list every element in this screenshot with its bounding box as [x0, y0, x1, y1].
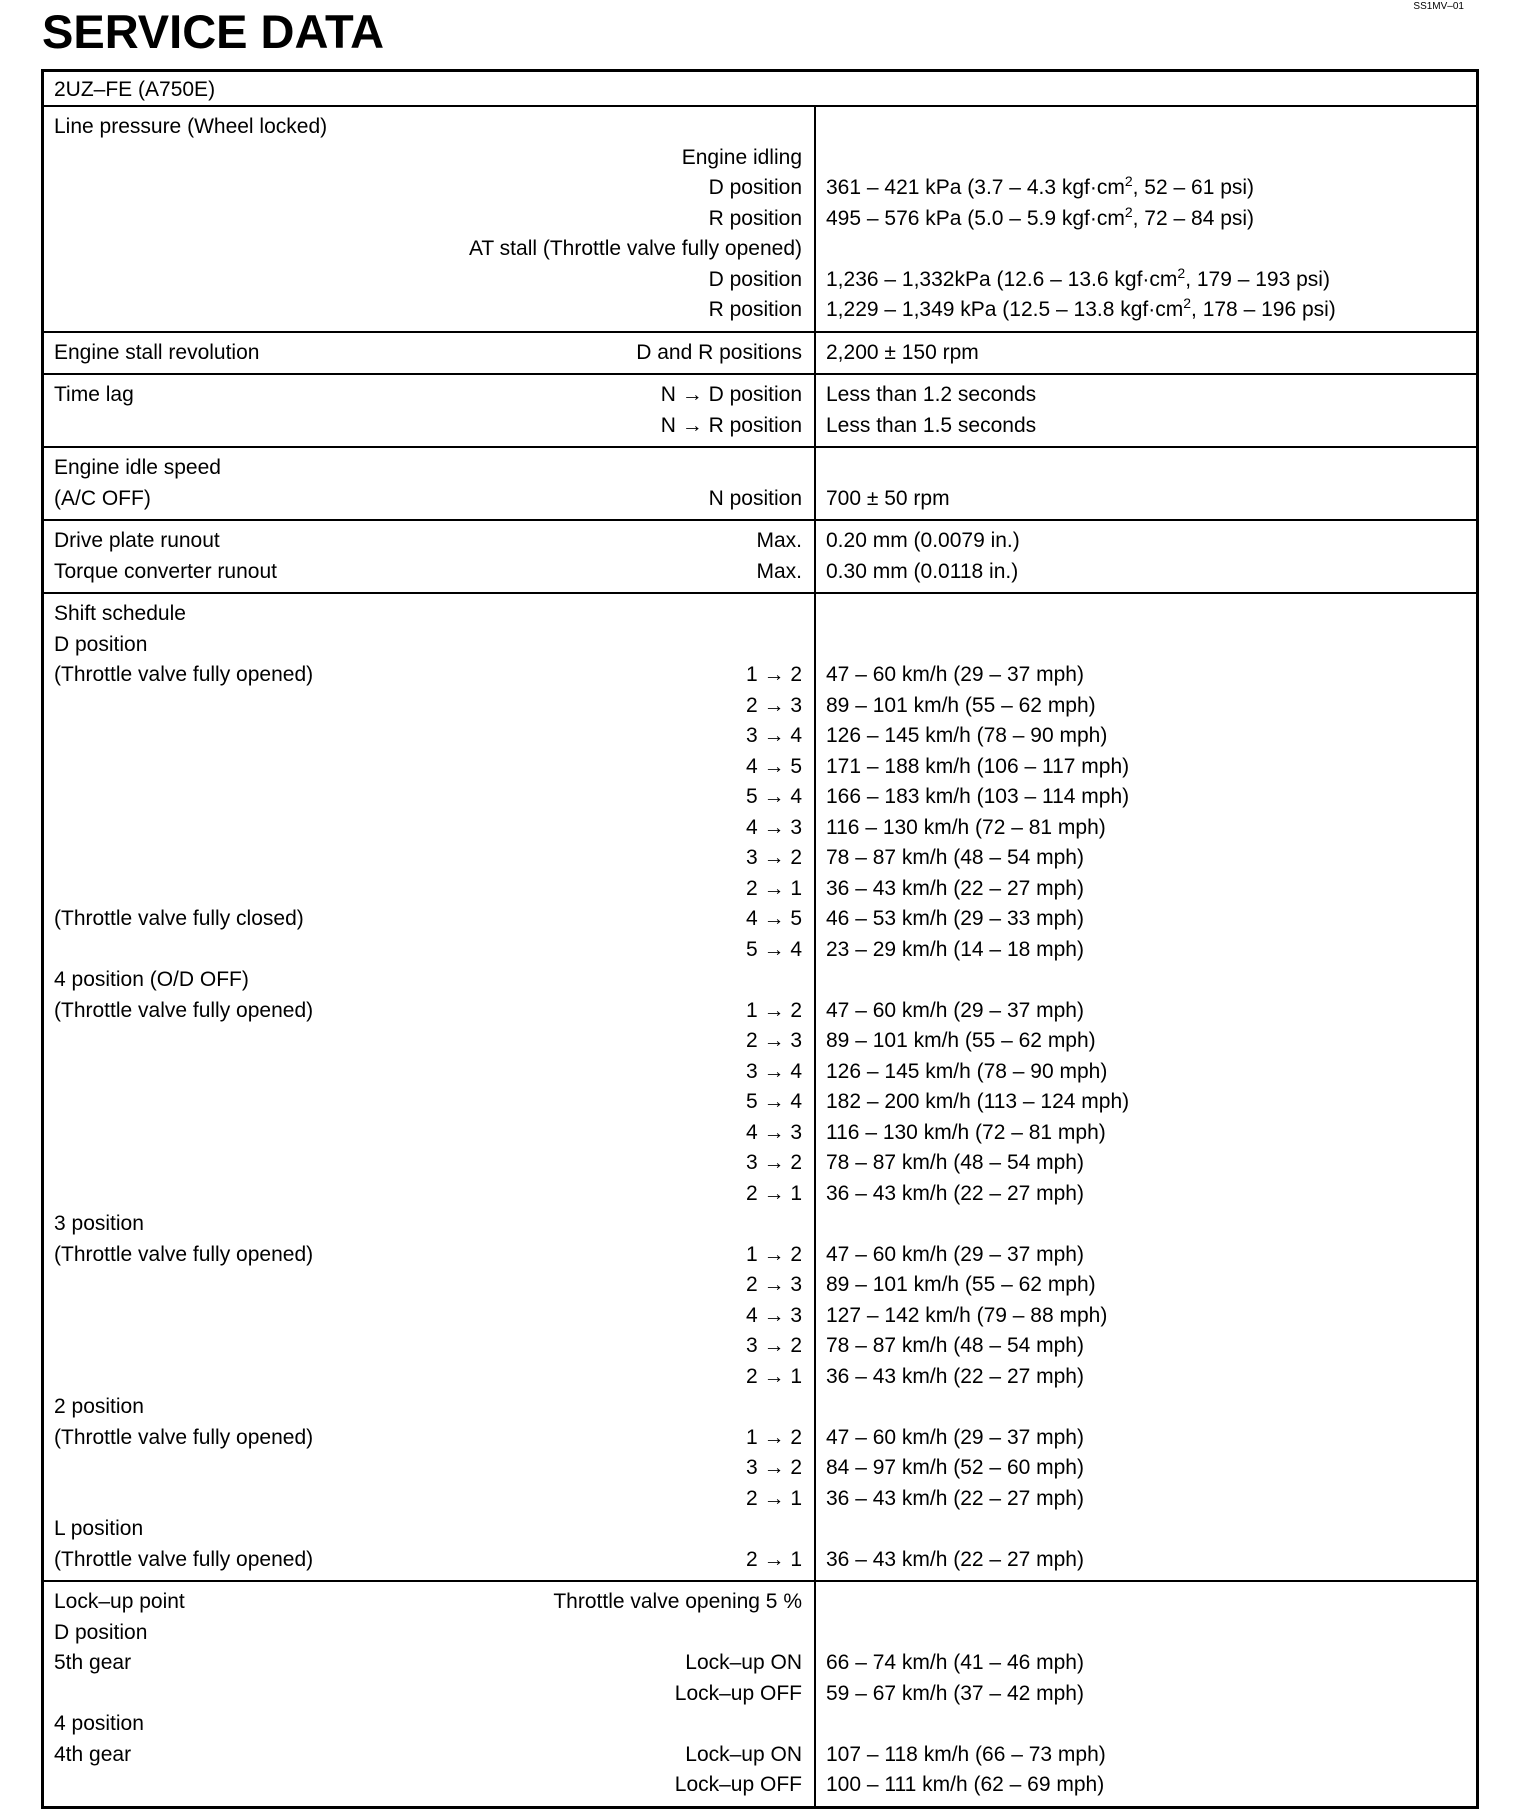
spec-value — [826, 1618, 1466, 1649]
spec-condition: 3 → 4 — [745, 1059, 802, 1083]
spec-label-line — [54, 453, 802, 484]
unit-exponent: 2 — [1124, 203, 1133, 220]
spec-condition: 3 → 2 — [745, 846, 802, 869]
spec-value-text: Less than 1.2 seconds — [826, 383, 1037, 406]
spec-label-line — [54, 204, 802, 235]
spec-section — [44, 375, 1476, 448]
spec-label-line — [54, 630, 802, 661]
spec-label-line — [54, 1118, 802, 1149]
spec-value-text: 78 – 87 km/h (48 – 54 mph) — [826, 1334, 1084, 1357]
spec-section — [44, 333, 1476, 376]
spec-label-line — [54, 1331, 802, 1362]
spec-value — [826, 630, 1466, 661]
spec-label-column — [44, 375, 816, 446]
spec-value — [826, 599, 1466, 630]
spec-condition: Lock–up OFF — [674, 1681, 802, 1705]
spec-value-suffix: , 72 – 84 psi) — [1132, 206, 1255, 230]
spec-item-label: D position — [54, 1620, 148, 1644]
spec-item-label: (Throttle valve fully opened) — [54, 1547, 314, 1571]
spec-value-text: 107 – 118 km/h (66 – 73 mph) — [826, 1742, 1106, 1766]
spec-value-text: 0.30 mm (0.0118 in.) — [826, 559, 1019, 583]
spec-value — [826, 660, 1466, 691]
spec-label-line — [54, 1618, 802, 1649]
spec-condition: R position — [708, 206, 802, 230]
spec-value — [826, 1514, 1466, 1545]
spec-condition: N → R position — [660, 413, 802, 437]
spec-value — [826, 380, 1466, 411]
spec-condition: 4 → 5 — [745, 907, 802, 930]
spec-value — [826, 1484, 1466, 1515]
spec-label-line — [54, 173, 802, 204]
spec-label-line — [54, 1301, 802, 1332]
spec-condition: 3 → 2 — [745, 1151, 802, 1174]
spec-label-line — [54, 1423, 802, 1454]
unit-exponent: 2 — [1183, 295, 1192, 311]
spec-label-line — [54, 752, 802, 783]
spec-condition: Max. — [756, 559, 802, 583]
spec-item-label: (Throttle valve fully opened) — [54, 1425, 314, 1449]
spec-value — [826, 752, 1466, 783]
spec-value-text: 166 – 183 km/h (103 – 114 mph) — [826, 785, 1130, 808]
spec-value-suffix: , 178 – 196 psi) — [1191, 298, 1336, 321]
spec-section — [44, 521, 1476, 594]
spec-item-label: Drive plate runout — [54, 529, 220, 552]
spec-label-line — [54, 1362, 802, 1393]
spec-label-line — [54, 411, 802, 442]
spec-value-text: 66 – 74 km/h (41 – 46 mph) — [826, 1651, 1084, 1674]
spec-condition: 3 → 2 — [745, 1334, 802, 1357]
spec-label-line — [54, 526, 802, 557]
spec-condition: N → D position — [660, 383, 802, 406]
spec-value — [826, 295, 1466, 326]
spec-value-column — [816, 594, 1476, 1580]
spec-label-line — [54, 234, 802, 265]
spec-value-text: 171 – 188 km/h (106 – 117 mph) — [826, 754, 1130, 778]
spec-value-column — [816, 1582, 1476, 1806]
spec-value-text: 100 – 111 km/h (62 – 69 mph) — [826, 1773, 1105, 1796]
spec-label-line — [54, 1740, 802, 1771]
spec-condition: Throttle valve opening 5 % — [553, 1590, 802, 1613]
spec-item-label: 4th gear — [54, 1742, 132, 1766]
spec-item-label: L position — [54, 1517, 144, 1540]
spec-label-line — [54, 1240, 802, 1271]
spec-label-line — [54, 265, 802, 296]
spec-label-column — [44, 333, 816, 374]
spec-condition: D position — [708, 176, 802, 199]
spec-value-text: 127 – 142 km/h (79 – 88 mph) — [826, 1303, 1108, 1327]
spec-label-line — [54, 721, 802, 752]
spec-value — [826, 965, 1466, 996]
spec-condition: 5 → 4 — [745, 937, 802, 961]
spec-value — [826, 1392, 1466, 1423]
spec-value-column — [816, 448, 1476, 519]
spec-value-text: 126 – 145 km/h (78 – 90 mph) — [826, 1059, 1108, 1083]
spec-value — [826, 1648, 1466, 1679]
spec-condition: 4 → 3 — [745, 1120, 802, 1144]
spec-value — [826, 904, 1466, 935]
spec-item-label: Shift schedule — [54, 602, 186, 625]
spec-value — [826, 996, 1466, 1027]
spec-label-line — [54, 380, 802, 411]
spec-condition: 1 → 2 — [745, 1425, 802, 1449]
spec-value — [826, 453, 1466, 484]
spec-condition: R position — [708, 298, 802, 321]
spec-value — [826, 234, 1466, 265]
spec-section — [44, 448, 1476, 521]
spec-item-label: D position — [54, 632, 148, 656]
spec-label-line — [54, 112, 802, 143]
spec-condition: N position — [708, 486, 802, 510]
spec-label-line — [54, 338, 802, 369]
spec-value — [826, 143, 1466, 174]
spec-value — [826, 1679, 1466, 1710]
page-title: SERVICE DATA — [42, 5, 385, 58]
spec-item-label: Torque converter runout — [54, 559, 277, 583]
spec-item-label: (Throttle valve fully closed) — [54, 907, 304, 930]
spec-item-label: Lock–up point — [54, 1590, 185, 1613]
spec-value — [826, 204, 1466, 235]
spec-label-line — [54, 295, 802, 326]
spec-condition: 2 → 3 — [745, 693, 802, 717]
spec-value — [826, 338, 1466, 369]
spec-condition: 4 → 3 — [745, 1303, 802, 1327]
spec-label-line — [54, 1057, 802, 1088]
spec-condition: Lock–up OFF — [674, 1773, 802, 1796]
spec-value-text: 47 – 60 km/h (29 – 37 mph) — [826, 1242, 1084, 1266]
spec-value — [826, 1301, 1466, 1332]
spec-value-text: Less than 1.5 seconds — [826, 413, 1037, 437]
spec-value — [826, 1240, 1466, 1271]
spec-value — [826, 1453, 1466, 1484]
spec-value-text: 361 – 421 kPa (3.7 – 4.3 kgf·cm — [826, 176, 1125, 199]
spec-value-text: 47 – 60 km/h (29 – 37 mph) — [826, 663, 1084, 686]
spec-label-line — [54, 1709, 802, 1740]
spec-condition: 2 → 1 — [745, 1181, 802, 1205]
spec-value-column — [816, 333, 1476, 374]
spec-condition: 4 → 3 — [745, 815, 802, 839]
spec-label-line — [54, 996, 802, 1027]
spec-label-line — [54, 965, 802, 996]
spec-value-text: 116 – 130 km/h (72 – 81 mph) — [826, 1120, 1106, 1144]
spec-value — [826, 874, 1466, 905]
spec-label-line — [54, 1545, 802, 1576]
unit-exponent: 2 — [1124, 173, 1133, 189]
spec-value-text: 126 – 145 km/h (78 – 90 mph) — [826, 724, 1108, 747]
table-header: 2UZ–FE (A750E) — [44, 72, 1476, 107]
spec-condition: 5 → 4 — [745, 1090, 802, 1113]
spec-item-label: 4 position — [54, 1712, 144, 1735]
spec-condition: AT stall (Throttle valve fully opened) — [468, 237, 802, 260]
spec-value — [826, 935, 1466, 966]
spec-value — [826, 1331, 1466, 1362]
spec-value-text: 700 ± 50 rpm — [826, 486, 950, 510]
spec-value — [826, 1587, 1466, 1618]
spec-label-column — [44, 594, 816, 1580]
spec-item-label: Time lag — [54, 383, 134, 406]
spec-value-text: 36 – 43 km/h (22 – 27 mph) — [826, 1486, 1084, 1510]
spec-value-text: 59 – 67 km/h (37 – 42 mph) — [826, 1681, 1084, 1705]
spec-label-column — [44, 107, 816, 331]
spec-value — [826, 484, 1466, 515]
spec-condition: 2 → 3 — [745, 1273, 802, 1296]
spec-value-suffix: , 52 – 61 psi) — [1132, 176, 1255, 199]
spec-value-text: 0.20 mm (0.0079 in.) — [826, 529, 1020, 552]
spec-condition: 4 → 5 — [745, 754, 802, 778]
spec-section — [44, 107, 1476, 333]
spec-value-text: 36 – 43 km/h (22 – 27 mph) — [826, 1181, 1084, 1205]
spec-value — [826, 691, 1466, 722]
spec-label-line — [54, 1514, 802, 1545]
spec-value-text: 46 – 53 km/h (29 – 33 mph) — [826, 907, 1084, 930]
spec-label-line — [54, 1453, 802, 1484]
spec-condition: D and R positions — [636, 340, 802, 364]
document-code: SS1MV–01 — [1413, 1, 1464, 12]
spec-value — [826, 526, 1466, 557]
spec-item-label: (A/C OFF) — [54, 486, 151, 510]
spec-item-label: 3 position — [54, 1212, 144, 1235]
spec-value-text: 78 – 87 km/h (48 – 54 mph) — [826, 846, 1084, 869]
spec-value-text: 116 – 130 km/h (72 – 81 mph) — [826, 815, 1106, 839]
spec-condition: 2 → 1 — [745, 1486, 802, 1510]
spec-label-line — [54, 691, 802, 722]
spec-value — [826, 173, 1466, 204]
spec-label-line — [54, 1770, 802, 1801]
spec-value — [826, 557, 1466, 588]
spec-value — [826, 1770, 1466, 1801]
spec-value-column — [816, 521, 1476, 592]
spec-value — [826, 1148, 1466, 1179]
spec-condition: Max. — [756, 529, 802, 552]
spec-value — [826, 1709, 1466, 1740]
spec-label-line — [54, 843, 802, 874]
spec-label-line — [54, 660, 802, 691]
spec-label-column — [44, 1582, 816, 1806]
spec-value — [826, 813, 1466, 844]
spec-value-text: 23 – 29 km/h (14 – 18 mph) — [826, 937, 1084, 961]
spec-value — [826, 1087, 1466, 1118]
spec-value-text: 1,236 – 1,332kPa (12.6 – 13.6 kgf·cm — [826, 267, 1178, 291]
spec-value-column — [816, 107, 1476, 331]
spec-condition: Engine idling — [681, 145, 802, 169]
spec-label-line — [54, 1026, 802, 1057]
spec-label-line — [54, 782, 802, 813]
spec-section — [44, 594, 1476, 1582]
spec-value — [826, 265, 1466, 296]
spec-item-label: (Throttle valve fully opened) — [54, 663, 314, 686]
spec-label-column — [44, 521, 816, 592]
spec-label-line — [54, 1179, 802, 1210]
unit-exponent: 2 — [1177, 264, 1186, 281]
spec-value — [826, 1209, 1466, 1240]
spec-condition: Lock–up ON — [685, 1742, 802, 1766]
spec-condition: 2 → 1 — [745, 876, 802, 900]
spec-value-text: 36 – 43 km/h (22 – 27 mph) — [826, 1364, 1084, 1388]
spec-value-text: 84 – 97 km/h (52 – 60 mph) — [826, 1456, 1084, 1479]
spec-value-text: 495 – 576 kPa (5.0 – 5.9 kgf·cm — [826, 206, 1125, 230]
spec-value — [826, 721, 1466, 752]
spec-value-suffix: , 179 – 193 psi) — [1185, 267, 1330, 291]
spec-value — [826, 1270, 1466, 1301]
spec-item-label: 5th gear — [54, 1651, 132, 1674]
spec-label-line — [54, 1270, 802, 1301]
spec-condition: 2 → 1 — [745, 1364, 802, 1388]
spec-condition: 2 → 3 — [745, 1029, 802, 1052]
spec-condition: 3 → 4 — [745, 724, 802, 747]
spec-item-label: (Throttle valve fully opened) — [54, 998, 314, 1022]
spec-condition: 3 → 2 — [745, 1456, 802, 1479]
spec-value-text: 2,200 ± 150 rpm — [826, 340, 979, 364]
spec-value-text: 36 – 43 km/h (22 – 27 mph) — [826, 876, 1084, 900]
spec-value — [826, 782, 1466, 813]
spec-value — [826, 1179, 1466, 1210]
spec-label-line — [54, 1587, 802, 1618]
spec-label-line — [54, 1392, 802, 1423]
spec-value-column — [816, 375, 1476, 446]
spec-label-line — [54, 484, 802, 515]
spec-condition: D position — [708, 267, 802, 291]
spec-label-line — [54, 813, 802, 844]
spec-section — [44, 1582, 1476, 1806]
spec-value — [826, 1362, 1466, 1393]
spec-value-text: 36 – 43 km/h (22 – 27 mph) — [826, 1547, 1084, 1571]
spec-value-text: 89 – 101 km/h (55 – 62 mph) — [826, 693, 1096, 717]
spec-label-line — [54, 1148, 802, 1179]
spec-value — [826, 1026, 1466, 1057]
spec-condition: 1 → 2 — [745, 998, 802, 1022]
spec-condition: 1 → 2 — [745, 1242, 802, 1266]
spec-label-line — [54, 1648, 802, 1679]
spec-label-line — [54, 874, 802, 905]
spec-item-label: (Throttle valve fully opened) — [54, 1242, 314, 1266]
spec-value-text: 78 – 87 km/h (48 – 54 mph) — [826, 1151, 1084, 1174]
spec-value — [826, 1545, 1466, 1576]
spec-value — [826, 843, 1466, 874]
spec-item-label: Engine idle speed — [54, 456, 221, 479]
spec-value-text: 89 – 101 km/h (55 – 62 mph) — [826, 1029, 1096, 1052]
spec-value-text: 47 – 60 km/h (29 – 37 mph) — [826, 998, 1084, 1022]
spec-condition: 1 → 2 — [745, 663, 802, 686]
spec-value-text: 1,229 – 1,349 kPa (12.5 – 13.8 kgf·cm — [826, 298, 1184, 321]
spec-label-line — [54, 1087, 802, 1118]
spec-label-column — [44, 448, 816, 519]
spec-item-label: Engine stall revolution — [54, 340, 260, 364]
spec-label-line — [54, 904, 802, 935]
spec-label-line — [54, 1484, 802, 1515]
spec-value — [826, 1057, 1466, 1088]
spec-value — [826, 1118, 1466, 1149]
spec-value-text: 47 – 60 km/h (29 – 37 mph) — [826, 1425, 1084, 1449]
spec-condition: 2 → 1 — [745, 1547, 802, 1571]
spec-value — [826, 411, 1466, 442]
spec-value-text: 89 – 101 km/h (55 – 62 mph) — [826, 1273, 1096, 1296]
table-body — [44, 107, 1476, 1806]
spec-value — [826, 1740, 1466, 1771]
spec-condition: 5 → 4 — [745, 785, 802, 808]
spec-value — [826, 1423, 1466, 1454]
spec-label-line — [54, 1679, 802, 1710]
spec-label-line — [54, 935, 802, 966]
spec-label-line — [54, 599, 802, 630]
spec-label-line — [54, 1209, 802, 1240]
spec-value — [826, 112, 1466, 143]
spec-condition: Lock–up ON — [685, 1651, 802, 1674]
spec-label-line — [54, 557, 802, 588]
spec-item-label: 2 position — [54, 1395, 144, 1418]
spec-label-line — [54, 143, 802, 174]
spec-item-label: 4 position (O/D OFF) — [54, 968, 249, 991]
service-data-table — [41, 69, 1479, 1809]
spec-item-label: Line pressure (Wheel locked) — [54, 115, 328, 138]
spec-value-text: 182 – 200 km/h (113 – 124 mph) — [826, 1090, 1130, 1113]
